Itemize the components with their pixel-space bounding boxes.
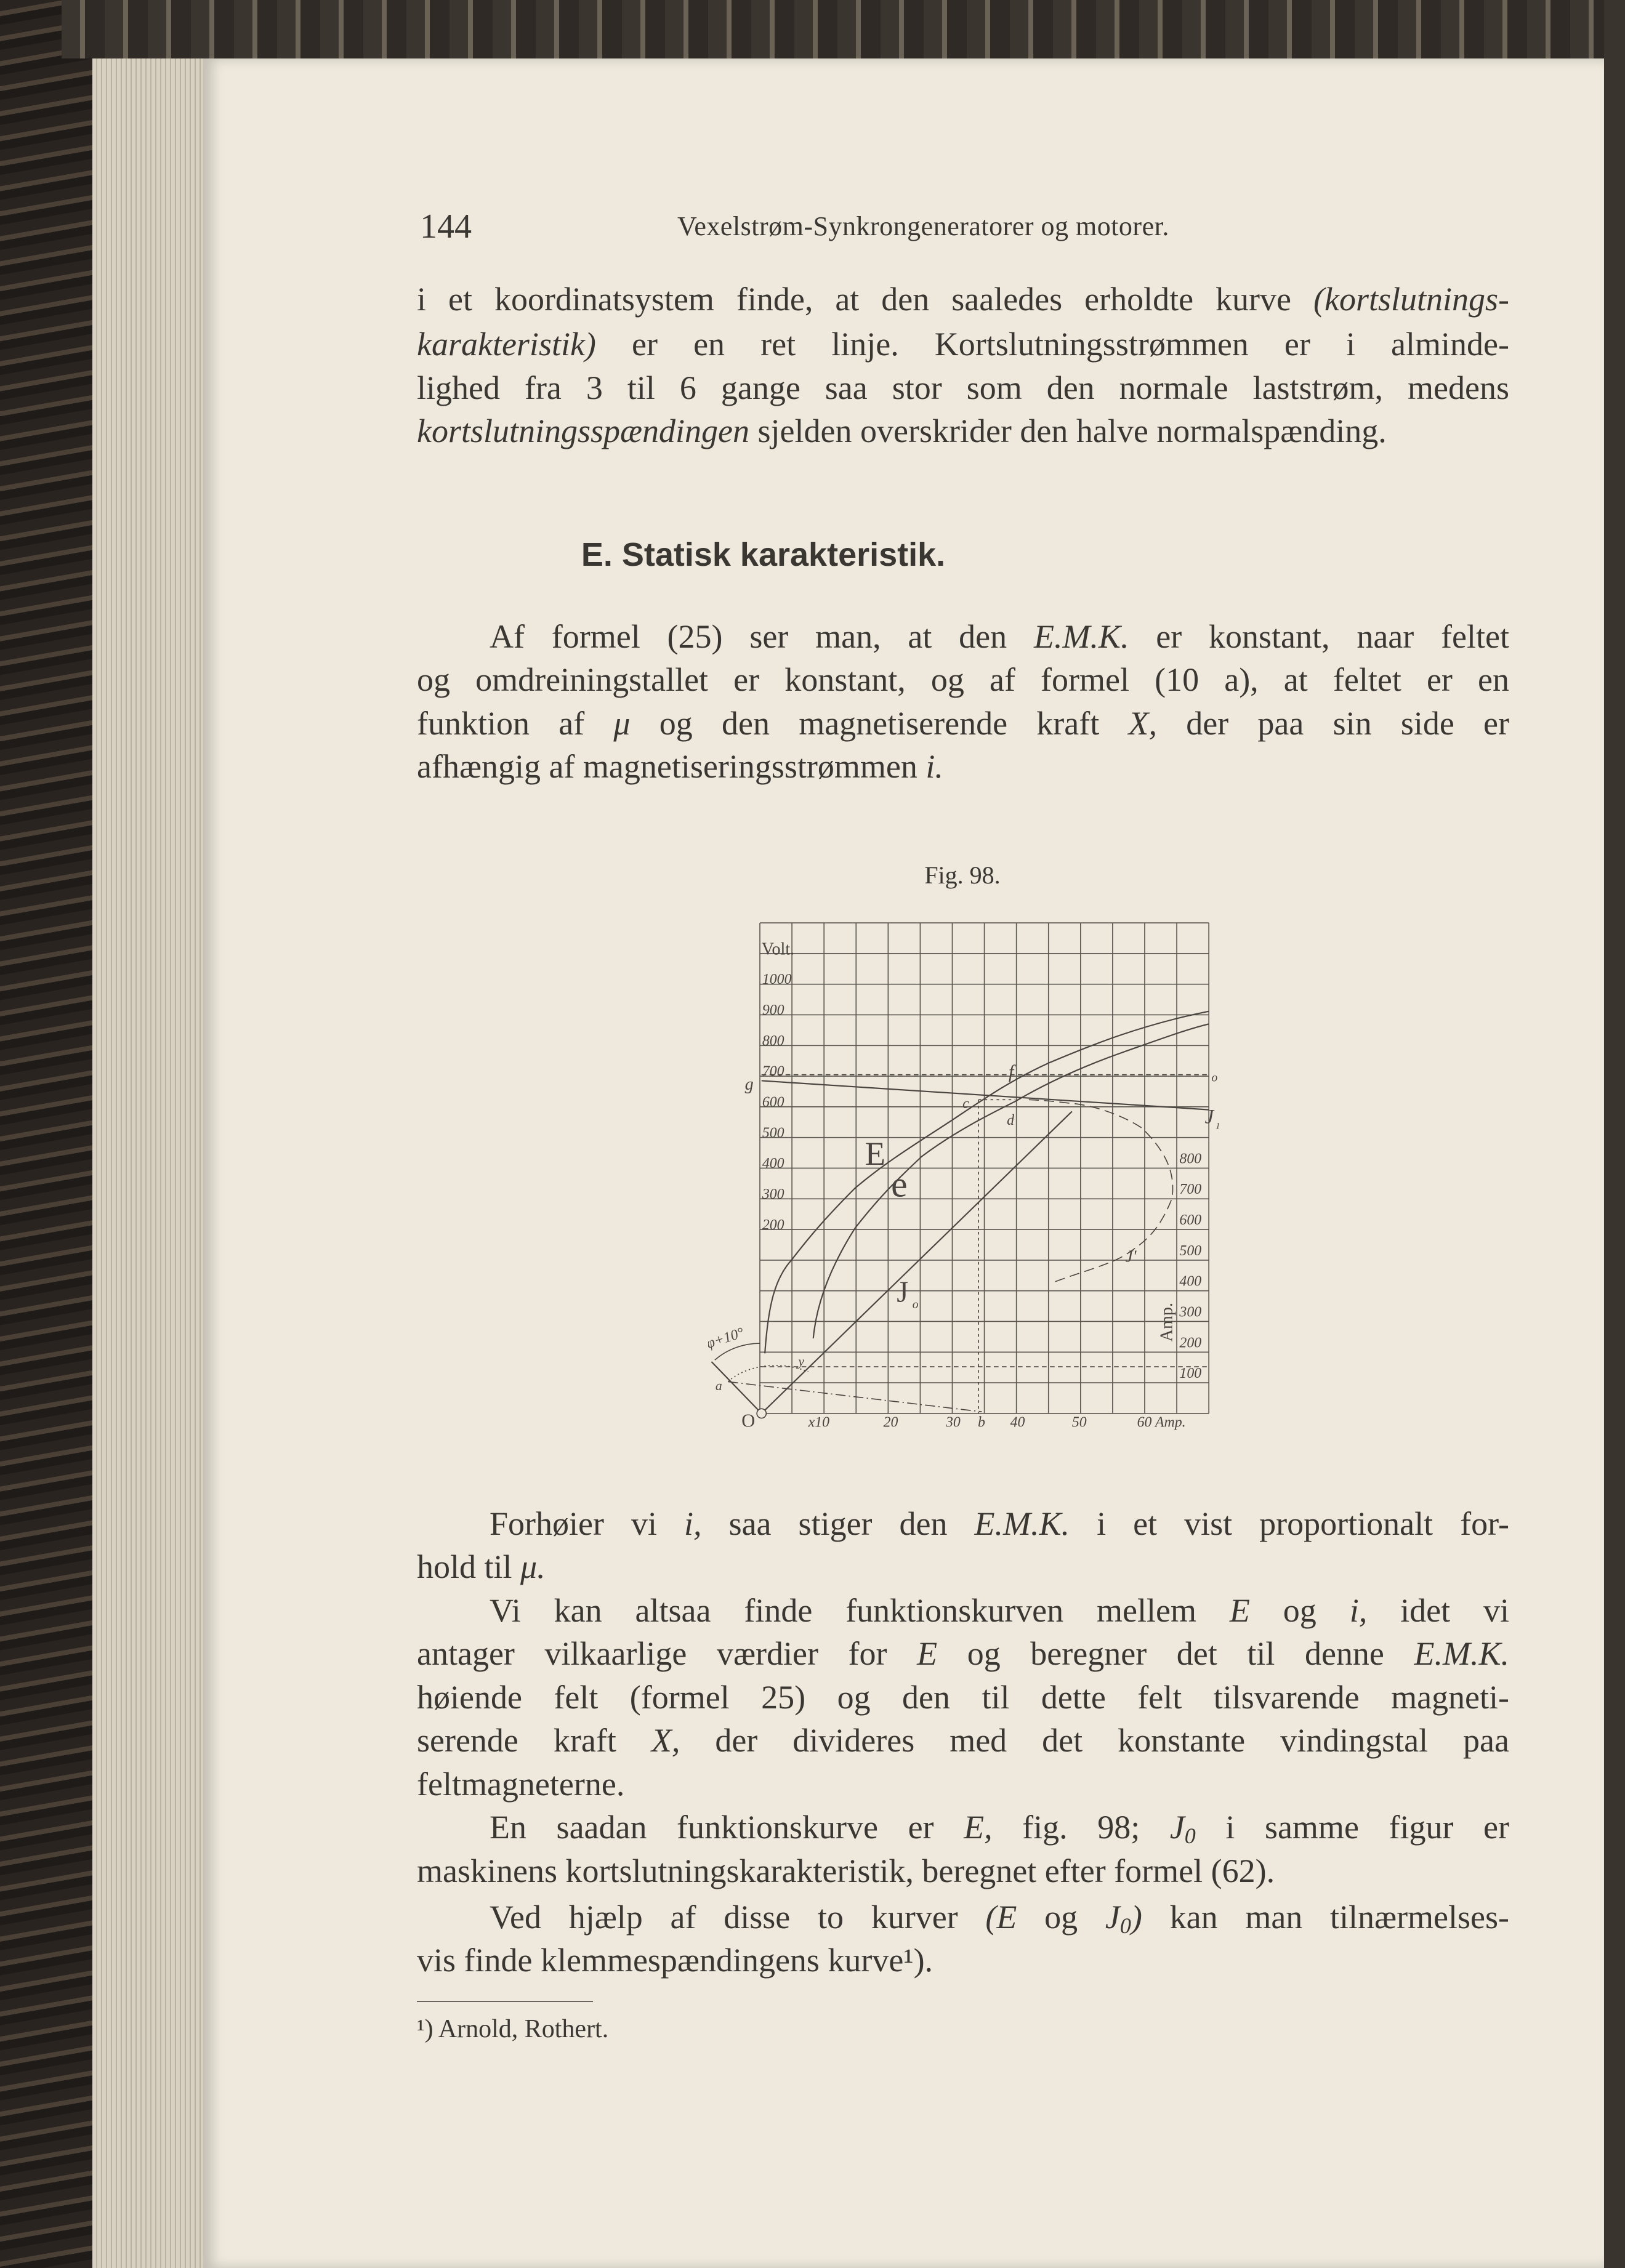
y-tick-label-left: 200 — [762, 1216, 784, 1233]
x-tick-label: 30 — [945, 1414, 961, 1431]
book-cover-top-edge — [62, 0, 1625, 58]
text-run: Vi kan altsaa finde funktionskurven mellem — [490, 1592, 1230, 1629]
line-g-J1 — [762, 1080, 1209, 1109]
text-run: maskinens kortslutningskarakteristik, beregnet efter formel (62). — [417, 1852, 1275, 1889]
italic-text-run: μ. — [520, 1548, 546, 1585]
text-run: funktion af — [417, 705, 614, 742]
text-line — [417, 412, 1509, 449]
italic-text-run: J — [1169, 1809, 1185, 1846]
label-a: a — [715, 1378, 722, 1393]
text-line — [417, 705, 1509, 742]
figure-98-diagram — [708, 911, 1232, 1465]
label-O: O — [741, 1410, 756, 1431]
label-curve-J-prime: J' — [1125, 1247, 1137, 1266]
text-run: og — [1017, 1899, 1105, 1936]
label-g: g — [744, 1075, 754, 1095]
section-heading-text: E. Statisk karakteristik. — [581, 536, 946, 573]
italic-text-run: J — [1105, 1899, 1120, 1936]
text-run: er en ret linje. Kortslutningsstrømmen er i alminde- — [595, 326, 1509, 363]
origin-circle — [757, 1409, 766, 1418]
text-line — [417, 1505, 1509, 1542]
curve-E — [765, 1011, 1209, 1354]
y-tick-label-right: 600 — [1179, 1212, 1202, 1228]
y-tick-label-right: 200 — [1179, 1335, 1202, 1351]
figure-98 — [708, 911, 1232, 1465]
italic-text-run: E — [1229, 1592, 1250, 1629]
italic-text-run: E — [917, 1635, 938, 1672]
text-run: og omdreiningstallet er konstant, og af formel (10 a), at feltet er en — [417, 661, 1509, 698]
text-line — [417, 1766, 1509, 1803]
italic-text-run: E.M.K. — [974, 1505, 1070, 1542]
text-run: En saadan funktionskurve er — [490, 1809, 964, 1846]
y-tick-label-right: 700 — [1179, 1181, 1202, 1198]
italic-text-run: kortslutningsspændingen — [417, 412, 750, 449]
text-run: idet vi — [1367, 1592, 1509, 1629]
label-curve-E: E — [865, 1135, 885, 1173]
running-title: Vexelstrøm-Synkrongeneratorer og motorer. — [677, 211, 1169, 241]
label-J1-subscript: 1 — [1215, 1120, 1220, 1132]
text-line — [417, 281, 1509, 318]
text-run: i samme figur er — [1195, 1809, 1509, 1846]
y-tick-label-right: 800 — [1179, 1151, 1202, 1167]
text-run: fig. 98; — [992, 1809, 1170, 1846]
y-tick-label-left: 400 — [762, 1156, 784, 1172]
text-run: lighed fra 3 til 6 gange saa stor som den normale laststrøm, medens — [417, 369, 1509, 406]
label-curve-J0-subscript: o — [912, 1298, 919, 1312]
y-tick-label-left: 900 — [762, 1002, 784, 1019]
figure-caption: Fig. 98. — [924, 861, 1001, 889]
text-line — [417, 1852, 1509, 1889]
text-run: feltmagneterne. — [417, 1766, 625, 1803]
x-tick-label: 60 Amp. — [1137, 1414, 1186, 1431]
x-tick-label: 50 — [1071, 1414, 1087, 1431]
text-line — [417, 1679, 1509, 1716]
y-tick-label-right: 400 — [1179, 1273, 1202, 1290]
italic-text-run: (kortslutnings- — [1313, 281, 1509, 318]
italic-text-run: E.M.K. — [1033, 618, 1129, 655]
text-line — [417, 1592, 1509, 1629]
label-d: d — [1007, 1112, 1015, 1129]
label-curve-e: e — [891, 1164, 908, 1205]
text-line — [417, 1809, 1509, 1854]
x-tick-label: b — [978, 1414, 985, 1431]
text-run: i et koordinatsystem finde, at den saaledes erholdte kurve — [417, 281, 1313, 318]
label-y: y — [798, 1354, 804, 1369]
label-f: f — [1008, 1061, 1014, 1083]
text-run: og — [1249, 1592, 1350, 1629]
text-run: antager vilkaarlige værdier for — [417, 1635, 917, 1672]
y-tick-label-right: 100 — [1179, 1365, 1202, 1382]
book-cover-right-edge — [1604, 0, 1625, 2268]
text-line — [417, 326, 1509, 363]
text-run: serende kraft — [417, 1722, 651, 1759]
text-run: høiende felt (formel 25) og den til dette felt tilsvarende magneti- — [417, 1679, 1509, 1716]
page-number: 144 — [420, 207, 472, 246]
dashed-curve-J-prime — [1028, 1100, 1172, 1281]
text-line — [417, 1635, 1509, 1672]
label-curve-J0: J — [897, 1275, 909, 1309]
text-line — [417, 618, 1509, 655]
italic-text-run: (E — [985, 1899, 1017, 1936]
right-axis-label: Amp. — [1157, 1302, 1177, 1342]
text-line — [417, 1548, 1509, 1585]
y-tick-label-left: 700 — [762, 1063, 784, 1080]
text-run: der divideres med det konstante vindingstal paa — [680, 1722, 1509, 1759]
y-axis-label: Volt. — [761, 939, 795, 959]
label-c: c — [962, 1095, 969, 1112]
page-edges — [92, 58, 206, 2268]
text-run: afhængig af magnetiseringsstrømmen — [417, 748, 926, 785]
text-run: og den magnetiserende kraft — [630, 705, 1129, 742]
grid — [760, 923, 1209, 1413]
text-run: kan man tilnærmelses- — [1142, 1899, 1510, 1936]
text-run: der paa sin side er — [1156, 705, 1509, 742]
y-tick-label-right: 500 — [1179, 1242, 1202, 1259]
text-run: sjelden overskrider den halve normalspænding. — [749, 412, 1387, 449]
label-J1: J — [1204, 1106, 1214, 1128]
text-line — [417, 1942, 1509, 1979]
text-line — [417, 748, 1509, 785]
y-tick-label-left: 300 — [762, 1186, 784, 1202]
section-heading — [0, 536, 1625, 574]
y-tick-label-right: 300 — [1179, 1304, 1202, 1321]
italic-text-run: i, — [684, 1505, 702, 1542]
y-tick-label-left: 800 — [762, 1032, 784, 1049]
italic-text-run: karakteristik) — [417, 326, 596, 363]
text-run: vis finde klemmespændingens kurve¹). — [417, 1942, 933, 1979]
text-run: Forhøier vi — [490, 1505, 685, 1542]
text-line — [417, 661, 1509, 698]
text-line — [417, 1899, 1509, 1944]
text-run: er konstant, naar feltet — [1129, 618, 1509, 655]
text-line — [417, 1722, 1509, 1759]
x-tick-label: x10 — [808, 1414, 830, 1431]
text-run: saa stiger den — [701, 1505, 975, 1542]
italic-text-run: E.M.K. — [1414, 1635, 1509, 1672]
italic-text-run: E, — [964, 1809, 993, 1846]
italic-text-run: 0 — [1119, 1913, 1131, 1938]
footnote: ¹) Arnold, Rothert. — [417, 2015, 609, 2043]
text-run: hold til — [417, 1548, 521, 1585]
footnote-rule — [417, 2001, 593, 2002]
y-tick-label-left: 500 — [762, 1125, 784, 1141]
label-o: o — [1211, 1071, 1218, 1085]
angle-label: φ+10° — [708, 1324, 746, 1352]
italic-text-run: X, — [651, 1722, 680, 1759]
text-line — [417, 369, 1509, 406]
x-tick-label: 20 — [883, 1414, 898, 1431]
dash-dot-line — [728, 1381, 982, 1412]
text-run: Af formel (25) ser man, at den — [490, 618, 1034, 655]
italic-text-run: 0 — [1184, 1824, 1196, 1848]
italic-text-run: i, — [1349, 1592, 1368, 1629]
italic-text-run: X, — [1128, 705, 1157, 742]
text-run: og beregner det til denne — [937, 1635, 1414, 1672]
y-tick-label-left: 1000 — [762, 971, 792, 988]
italic-text-run: ) — [1131, 1899, 1142, 1936]
italic-text-run: μ — [613, 705, 631, 742]
text-run: Ved hjælp af disse to kurver — [490, 1899, 986, 1936]
italic-text-run: i. — [925, 748, 943, 785]
x-tick-label: 40 — [1010, 1414, 1025, 1431]
text-run: i et vist proportionalt for- — [1070, 1505, 1509, 1542]
y-tick-label-left: 600 — [762, 1094, 784, 1111]
